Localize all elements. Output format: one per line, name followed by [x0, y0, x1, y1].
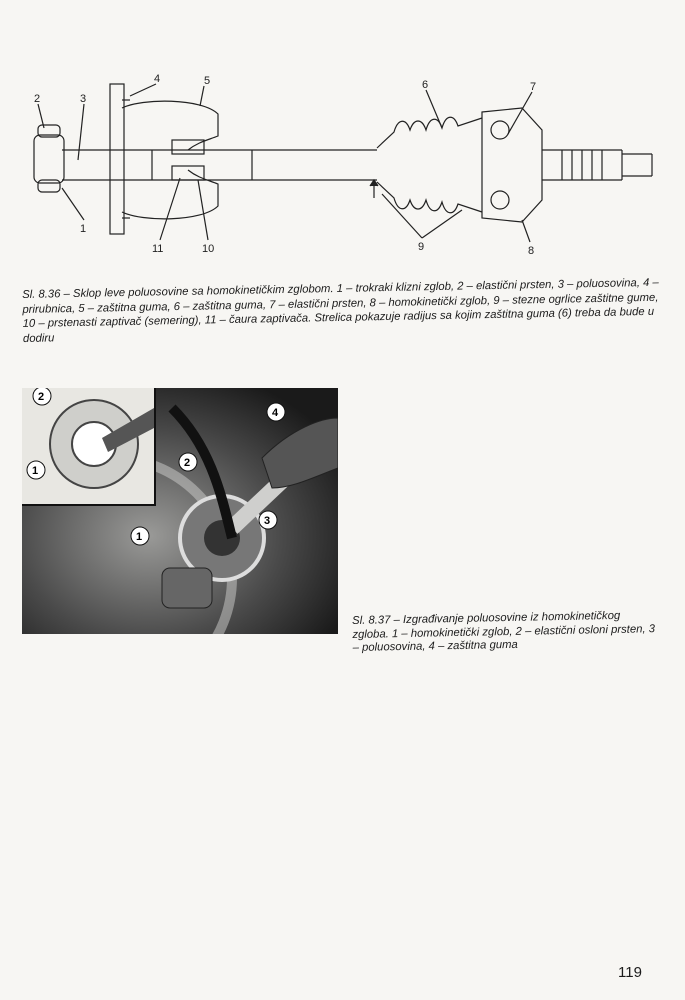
callout-label: 2 [34, 93, 41, 105]
callout-label: 10 [202, 243, 215, 255]
callout-label: 2 [38, 391, 45, 403]
callout-label: 3 [80, 93, 87, 105]
callout-badge [27, 461, 45, 479]
figure-caption-8-36: Sl. 8.36 – Sklop leve poluosovine sa homokinetičkim zglobom. 1 – trokraki klizni zglob, 2 – elastični prsten, 3 – poluosovina, 4 – prirubnica, 5 – zaštitna guma, 6 – zaštitna guma, 7 – elastični prsten, 8 – homokinetički zglob, 9 – stezne ogrlice zaštitne gume, 10 – prstenasti zaptivač (semering), 11 – čaura zaptivača. Strelica pokazuje radijus sa kojim zaštitna guma (6) treba da bude u dodiru [22, 277, 659, 345]
callout-badge [33, 388, 51, 405]
callout-label: 4 [154, 73, 161, 85]
callout-label: 9 [418, 241, 425, 253]
callout-label: 3 [264, 515, 271, 527]
callout-label: 7 [530, 81, 537, 93]
callout-label: 1 [32, 465, 39, 477]
callout-label: 1 [136, 531, 143, 543]
callout-label: 5 [204, 75, 211, 87]
callout-label: 11 [152, 243, 164, 255]
cv-joint-removal-photo [22, 388, 338, 634]
page-number: 119 [618, 964, 642, 981]
half-shaft-assembly-drawing [22, 70, 672, 270]
callout-badge [179, 453, 197, 471]
callout-label: 8 [528, 245, 535, 257]
figure-caption-8-37: Sl. 8.37 – Izgrađivanje poluosovine iz homokinetičkog zgloba. 1 – homokinetički zglob, 2 – elastični osloni prsten, 3 – poluosovina, 4 – zaštitna guma [352, 610, 656, 655]
callout-badge [259, 511, 277, 529]
callout-badge [267, 403, 285, 421]
callout-label: 1 [80, 223, 87, 235]
callout-label: 4 [272, 407, 279, 419]
callout-badge [131, 527, 149, 545]
callout-overlay [22, 388, 338, 634]
callout-label: 2 [184, 457, 191, 469]
callout-label: 6 [422, 79, 429, 91]
